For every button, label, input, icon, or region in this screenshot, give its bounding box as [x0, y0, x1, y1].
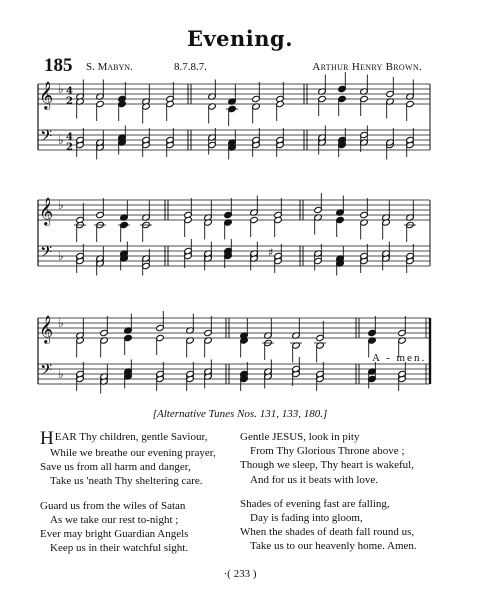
time-signature-top: 4: [66, 132, 73, 143]
verse-line: And for us it beats with love.: [250, 473, 379, 486]
drop-cap: H: [40, 428, 54, 449]
stanza-3: [240, 430, 440, 487]
verse-line: Shades of evening fast are falling,: [240, 497, 390, 510]
verse-line: From Thy Glorious Throne above ;: [250, 445, 405, 458]
treble-clef-icon: 𝄞: [39, 315, 54, 343]
stanza-2: [40, 499, 240, 556]
hymn-title: Evening.: [186, 26, 294, 51]
verse-line: Take us to our heavenly home. Amen.: [250, 540, 417, 553]
amen-lyric: A - men.: [372, 352, 427, 364]
bass-clef-icon: 𝄢: [40, 361, 53, 383]
flat-icon: ♭: [58, 367, 64, 381]
verse-line: Day is fading into gloom,: [250, 512, 363, 525]
page-number: ·( 233 ): [223, 568, 257, 580]
flat-icon: ♭: [58, 82, 64, 96]
verse-line: Gentle JESUS, look in pity: [240, 431, 360, 443]
tune-name: S. Mabyn.: [86, 61, 133, 73]
hymn-number: 185: [44, 55, 73, 76]
flat-icon: ♭: [58, 133, 64, 147]
verse-line: Keep us in their watchful sight.: [50, 542, 189, 555]
verse-line: When the shades of death fall round us,: [240, 526, 415, 539]
time-signature-top: 4: [66, 86, 73, 97]
stanza-1: [40, 430, 240, 489]
treble-clef-icon: 𝄞: [39, 197, 54, 225]
alternative-tunes: [Alternative Tunes Nos. 131, 133, 180.]: [152, 408, 328, 420]
verse-line: Ever may bright Guardian Angels: [40, 528, 189, 541]
verses-left-column: [40, 430, 240, 565]
verse-line: Save us from all harm and danger,: [40, 461, 191, 474]
treble-clef-icon: 𝄞: [39, 81, 54, 109]
verses-right-column: [240, 430, 440, 564]
flat-icon: ♭: [58, 198, 64, 212]
flat-icon: ♭: [58, 249, 64, 263]
verse-line: As we take our rest to-night ;: [50, 513, 179, 526]
composer-name: Arthur Henry Brown.: [312, 61, 422, 73]
verse-line: While we breathe our evening prayer,: [50, 447, 216, 459]
hymn-meter: 8.7.8.7.: [174, 61, 207, 73]
verse-line: HEAR Thy children, gentle Saviour,: [40, 428, 208, 449]
bass-clef-icon: 𝄢: [40, 127, 53, 149]
flat-icon: ♭: [58, 316, 64, 330]
sharp-icon: ♯: [268, 246, 274, 259]
stanza-4: [240, 497, 440, 554]
time-signature-bottom: 2: [66, 142, 73, 153]
time-signature-bottom: 2: [66, 96, 73, 107]
verse-line: Guard us from the wiles of Satan: [40, 499, 186, 512]
bass-clef-icon: 𝄢: [40, 243, 53, 265]
verse-line: Though we sleep, Thy heart is wakeful,: [240, 459, 414, 472]
verse-line: Take us 'neath Thy sheltering care.: [50, 475, 203, 488]
hymn-verses: [40, 430, 440, 560]
